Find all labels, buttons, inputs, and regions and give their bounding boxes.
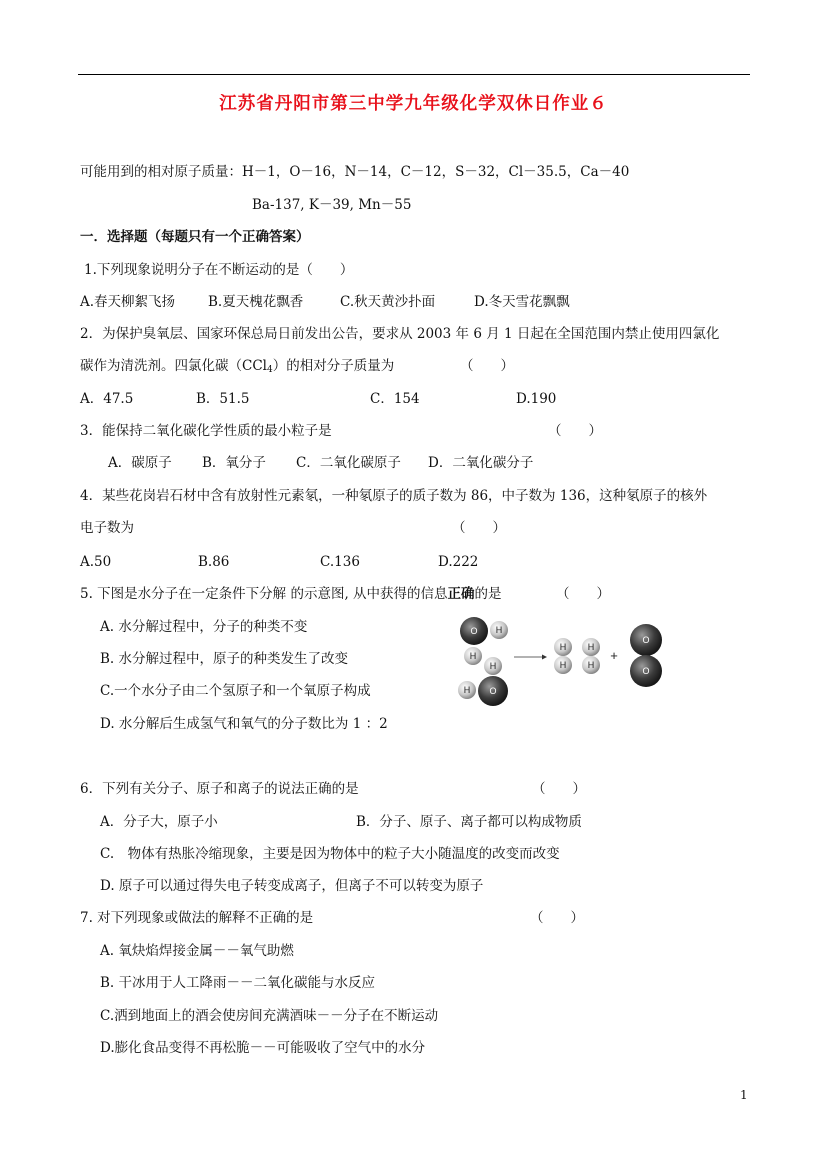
q4-option-a: A.50 [80, 554, 112, 570]
q2-stem-line-1: 2．为保护臭氧层、国家环保总局日前发出公告，要求从 2003 年 6 月 1 日起在全国范围内禁止使用四氯化 [80, 326, 720, 342]
svg-text:H: H [587, 660, 595, 670]
q1-option-a: A.春天柳絮飞扬 [80, 294, 176, 310]
svg-text:H: H [559, 642, 567, 652]
svg-text:O: O [642, 666, 650, 676]
q1-stem: 1.下列现象说明分子在不断运动的是（ ） [84, 262, 354, 278]
q2-stem-line-2: 碳作为清洗剂。四氯化碳（CCl$_4$）的相对分子质量为 [80, 358, 395, 375]
q7-option-c: C.洒到地面上的酒会使房间充满酒味－－分子在不断运动 [100, 1008, 439, 1024]
svg-text:O: O [470, 626, 478, 636]
q3-option-a: A．碳原子 [108, 455, 172, 471]
q2-option-a: A．47.5 [80, 391, 134, 407]
q2-option-c: C．154 [370, 391, 420, 407]
q5-option-d: D. 水分解后生成氢气和氧气的分子数比为 1 ：2 [100, 716, 388, 732]
q2-option-d: D.190 [516, 391, 557, 407]
q4-stem-line-1: 4．某些花岗岩石材中含有放射性元素氡，一种氡原子的质子数为 86，中子数为 136，这种氡原子的核外 [80, 488, 708, 504]
q5-option-b: B. 水分解过程中，原子的种类发生了改变 [100, 651, 349, 667]
q7-option-a: A. 氧炔焰焊接金属－－氧气助燃 [100, 943, 294, 959]
page-number: 1 [740, 1088, 748, 1102]
water-molecule-1 [460, 617, 508, 645]
q1-option-c: C.秋天黄沙扑面 [340, 294, 436, 310]
header-rule [78, 74, 750, 75]
q2-answer-paren: （ ） [460, 358, 514, 374]
q5-option-a: A. 水分解过程中，分子的种类不变 [100, 619, 308, 635]
q7-option-d: D.膨化食品变得不再松脆－－可能吸收了空气中的水分 [100, 1040, 426, 1056]
plus-sign: + [610, 648, 618, 663]
q1-option-d: D.冬天雪花飘飘 [474, 294, 570, 310]
q7-option-b: B. 干冰用于人工降雨－－二氧化碳能与水反应 [100, 975, 376, 991]
atomic-mass-line-1: 可能用到的相对原子质量：H－1，O－16，N－14，C－12，S－32，Cl－35.5，Ca－40 [80, 164, 630, 180]
svg-text:H: H [489, 661, 497, 671]
svg-text:O: O [642, 635, 650, 645]
svg-text:O: O [489, 686, 497, 696]
atomic-mass-line-2: Ba-137, K－39, Mn－55 [252, 197, 412, 213]
q2-option-b: B．51.5 [196, 391, 250, 407]
svg-text:H: H [559, 660, 567, 670]
q6-answer-paren: （ ） [532, 781, 586, 797]
page-title: 江苏省丹阳市第三中学九年级化学双休日作业６ [219, 94, 608, 114]
q6-option-d: D. 原子可以通过得失电子转变成离子，但离子不可以转变为原子 [100, 878, 484, 894]
q5-stem: 5. 下图是水分子在一定条件下分解 的示意图, 从中获得的信息正确的是 [80, 586, 502, 602]
water-molecule-2 [458, 647, 508, 706]
q3-stem: 3．能保持二氧化碳化学性质的最小粒子是 [80, 423, 332, 439]
q6-option-a: A．分子大，原子小 [100, 814, 218, 830]
q6-option-b: B．分子、原子、离子都可以构成物质 [356, 814, 582, 830]
q4-option-d: D.222 [438, 554, 479, 570]
reaction-arrow [514, 655, 547, 660]
q4-answer-paren: （ ） [452, 520, 506, 536]
q3-option-d: D．二氧化碳分子 [428, 455, 534, 471]
q3-answer-paren: （ ） [548, 423, 602, 439]
water-decomposition-diagram [452, 615, 672, 715]
q4-option-b: B.86 [198, 554, 230, 570]
section-heading: 一．选择题（每题只有一个正确答案） [80, 229, 310, 245]
q7-answer-paren: （ ） [530, 910, 584, 926]
hydrogen-molecules [554, 638, 600, 674]
oxygen-molecule [630, 624, 662, 687]
q7-stem: 7. 对下列现象或做法的解释不正确的是 [80, 910, 314, 926]
svg-text:H: H [587, 642, 595, 652]
svg-text:H: H [463, 685, 471, 695]
q4-option-c: C.136 [320, 554, 360, 570]
svg-text:H: H [495, 625, 503, 635]
q3-option-b: B．氧分子 [202, 455, 266, 471]
q4-stem-line-2: 电子数为 [80, 520, 134, 536]
q3-option-c: C．二氧化碳原子 [296, 455, 401, 471]
svg-text:H: H [469, 651, 477, 661]
q5-answer-paren: （ ） [556, 586, 610, 602]
q6-stem: 6．下列有关分子、原子和离子的说法正确的是 [80, 781, 359, 797]
q6-option-c: C. 物体有热胀冷缩现象，主要是因为物体中的粒子大小随温度的改变而改变 [100, 846, 560, 862]
q1-option-b: B.夏天槐花飘香 [208, 294, 304, 310]
q5-option-c: C.一个水分子由二个氢原子和一个氧原子构成 [100, 683, 371, 699]
